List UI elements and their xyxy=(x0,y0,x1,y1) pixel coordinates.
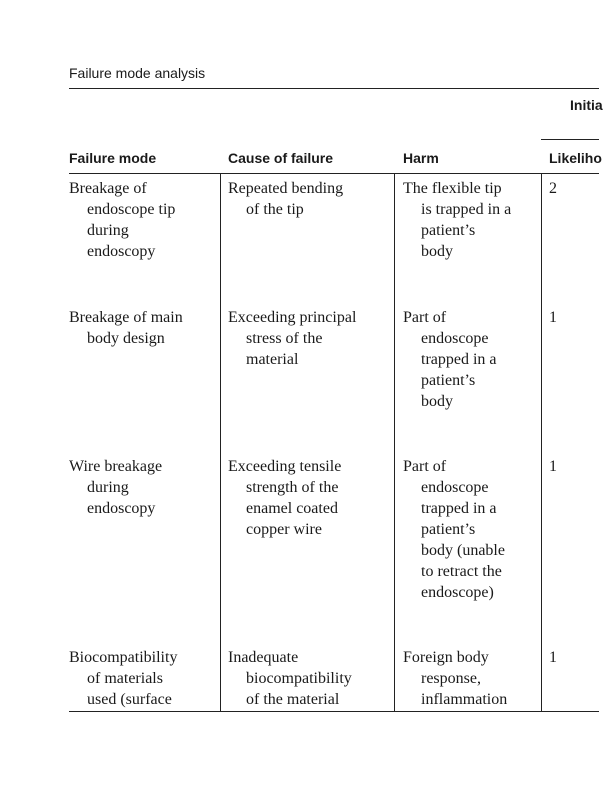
column-header-likelihood: Likeliho xyxy=(549,150,602,166)
table-cell-cause: Inadequate biocompatibility of the material xyxy=(228,649,352,708)
group-header: Initia xyxy=(570,97,603,113)
table-cell-failure-mode: Breakage of main body design xyxy=(69,309,183,347)
group-header-rule xyxy=(541,139,599,140)
column-header-harm: Harm xyxy=(403,150,439,166)
table-cell-failure-mode: Biocompatibility of materials used (surface xyxy=(69,649,178,708)
table-cell-harm: Foreign body response, inflammation xyxy=(403,649,508,708)
table-cell-cause: Exceeding tensile strength of the enamel coated copper wire xyxy=(228,458,342,538)
table-cell-likelihood: 2 xyxy=(549,180,557,197)
table-cell-likelihood: 1 xyxy=(549,458,557,475)
column-divider-2 xyxy=(394,173,395,711)
table-cell-likelihood: 1 xyxy=(549,649,557,666)
header-rule xyxy=(69,173,599,174)
table-cell-likelihood: 1 xyxy=(549,309,557,326)
page-title: Failure mode analysis xyxy=(69,65,206,81)
table-cell-harm: Part of endoscope trapped in a patient’s body (unable to retract the endoscope) xyxy=(403,458,505,601)
column-header-failure-mode: Failure mode xyxy=(69,150,157,166)
table-cell-cause: Repeated bending of the tip xyxy=(228,180,344,218)
table-cell-failure-mode: Breakage of endoscope tip during endoscopy xyxy=(69,180,176,260)
title-rule xyxy=(69,88,599,89)
table-cell-harm: The flexible tip is trapped in a patient’s body xyxy=(403,180,512,260)
table-cell-cause: Exceeding principal stress of the material xyxy=(228,309,357,368)
table-bottom-rule xyxy=(69,711,599,712)
column-divider-1 xyxy=(220,173,221,711)
column-divider-3 xyxy=(541,173,542,711)
column-header-cause: Cause of failure xyxy=(228,150,334,166)
table-cell-failure-mode: Wire breakage during endoscopy xyxy=(69,458,163,517)
table-cell-harm: Part of endoscope trapped in a patient’s body xyxy=(403,309,497,410)
